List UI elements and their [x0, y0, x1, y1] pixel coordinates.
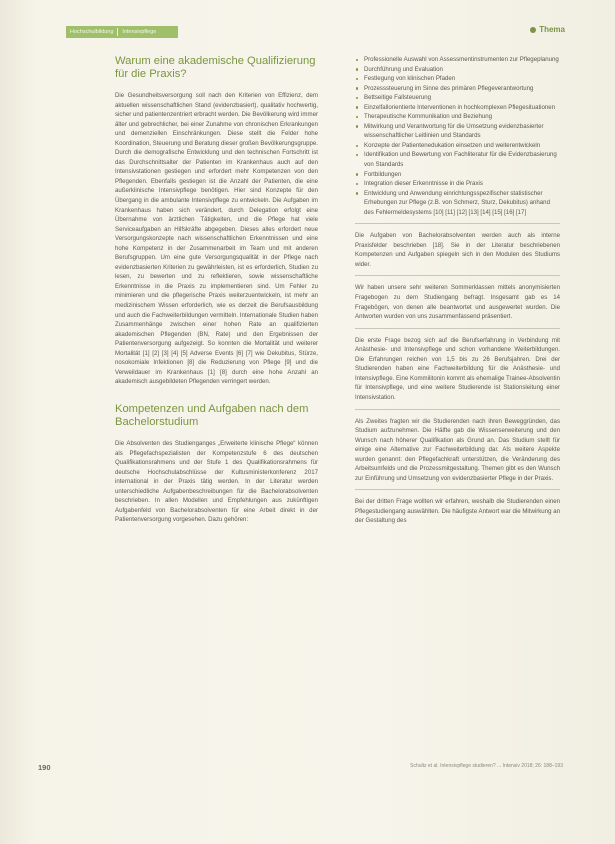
list-item: Durchführung und Evaluation	[355, 65, 560, 75]
heading-academic-qualification: Warum eine akademische Qualifizierung für die Praxis?	[115, 55, 316, 80]
list-item: Integration dieser Erkenntnisse in die Praxis	[355, 179, 560, 189]
theme-label: Thema	[539, 25, 565, 34]
list-item: Entwicklung und Anwendung einrichtungsspezifischer statistischer Erhebungen zur Pflege (z.B. von Schmerz, Sturz, Dekubitus) anhand des Fehlermeldesystems [10] [11] [12] [13] [14] [15] [16] [17]	[355, 189, 560, 218]
divider	[355, 223, 560, 224]
divider	[355, 275, 560, 276]
divider	[355, 328, 560, 329]
list-item: Fortbildungen	[355, 170, 560, 180]
list-item: Mitwirkung und Verantwortung für die Umsetzung evidenzbasierter wissenschaftlicher Leitlinien und Standards	[355, 122, 560, 141]
list-item: Festlegung von klinischen Pfaden	[355, 74, 560, 84]
heading-competencies: Kompetenzen und Aufgaben nach dem Bachelorstudium	[115, 402, 309, 428]
section-header-strip	[66, 26, 178, 38]
theme-marker	[530, 25, 565, 34]
paragraph-survey-intro: Wir haben unsere sehr weiteren Sommerklassen mittels anonymisierten Fragebogen zu dem Studiengang befragt. Insgesamt gab es 14 Fragebögen, von denen alle beantwortet und ausgewertet wurden. Die Antworten wurden von uns zusammenfassend präsentiert.	[355, 284, 560, 321]
subsection-label: Intensivpflege	[122, 29, 157, 35]
list-item: Therapeutische Kommunikation und Beziehung	[355, 112, 560, 122]
divider	[355, 409, 560, 410]
paragraph-competencies: Die Absolventen des Studienganges „Erweiterte klinische Pflege“ können als Pflegefachspezialisten der Kompetenzstufe 6 des deutschen Qualifikationsrahmens und der Stufe 1 des Qualifikationsrahmens für deutsche Hochschulabschlüsse der Kultusministerkonferenz 2017 international in der Praxis tätig werden. In der Literatur werden unterschiedliche Aufgabenbeschreibungen für die Bachelorabsolventen beschrieben. In allen Modellen und Empfehlungen aus zukünftigen Aufgabenfeld von Bachelorabsolventen für eine Arbeit direkt in der Patientenversorgung vorgesehen. Dazu gehören:	[115, 439, 318, 524]
list-item: Professionelle Auswahl von Assessmentinstrumenten zur Pflegeplanung	[355, 55, 560, 65]
citation-footer: Schultz et al. Intensivpflege studieren? ... Intensiv 2018; 26: 188–193	[410, 763, 563, 769]
left-column	[115, 55, 318, 525]
list-item: Prozesssteuerung im Sinne des primären Pflegeverantwortung	[355, 84, 560, 94]
list-item: Einzelfallorientierte Interventionen in hochkomplexen Pflegesituationen	[355, 103, 560, 113]
paragraph-tasks-summary: Die Aufgaben von Bachelorabsolventen werden auch als interne Praxisfelder beschrieben [18]. Sie in der Literatur beschriebenen Kompetenzen und Aufgaben spiegeln sich in den Modulen des Studiums wider.	[355, 232, 560, 268]
divider	[355, 489, 560, 490]
page-number: 190	[38, 763, 51, 772]
paragraph-academic-qualification: Die Gesundheitsversorgung soll nach den Kriterien von Effizienz, dem aktuellen wissenschaftlichen Stand (evidenzbasiert), qualitativ hochwertig, sicher und patientenzentriert erbracht werden. Die Bevölkerung wird immer älter und gebrechlicher, bei einer Zunahme von chronischen Erkrankungen und demenziellen Einschränkungen. Diese stellt die Felder hohe Koordination, Steuerung und Beratung dieser großen Bevölkerungsgruppe. Durch die demografische Entwicklung und den technischen Fortschritt ist das Durchschnittsalter der Patienten im Krankenhaus auch auf den Intensivstationen gestiegen und erfordert mehr Kompetenzen von den Pflegenden. Ebenfalls gestiegen ist die Anzahl der Patienten, die eine außerklinische Intensivpflege benötigen. Hier sind Konzepte für den Übergang in die ambulante Intensivpflege zu entwickeln. Die Aufgaben im Krankenhaus haben sich verändert, durch Delegation erfolgt eine Übernahme von ärztlichen Tätigkeiten, und die Pflege hat viele Serviceaufgaben an Hilfskräfte abgegeben. Dieses alles erfordert neue Versorgungskonzepte nach wissenschaftlichen Erkenntnissen und eine hohe Kompetenz in der Zusammenarbeit im Team und mit anderen Berufsgruppen. Um eine gute Versorgungsqualität in der Pflege nach evidenzbasierten Kriterien zu gewährleisten, ist es erforderlich, Studien zu lesen, zu bewerten und zu reflektieren, sowie wissenschaftliche Erkenntnisse in die Praxis zu implementieren sind. Um Fehler zu minimieren und die pflegerische Praxis weiterzuentwickeln, ist mehr an medizinischem Wissen erforderlich, wie es derzeit die Berufsausbildung und auch die Fachweiterbildungen vermitteln. Internationale Studien haben Zusammenhänge zwischen einer hohen Rate an qualifizierten akademischen Pflegenden (BN, Rate) und den Ergebnissen der Patientenversorgung aufgezeigt. So konnten die Mortalität und weiterer Mortalität [1] [2] [3] [4] [5] Adverse Events [6] [7] wie Dekubitus, Stürze, nosokomiale Infektionen [8] die Reduzierung von Pflege [9] und die Verweildauer im Krankenhaus [1] [8] durch eine hohe Anzahl an akademisch ausgebildeten Pflegenden verringert werden.	[115, 92, 318, 386]
paragraph-question-three: Bei der dritten Frage wollten wir erfahren, weshalb die Studierenden einen Pflegestudiengang auswählten. Die häufigste Antwort war die Mitwirkung an der Gestaltung des	[355, 498, 560, 525]
paragraph-question-two: Als Zweites fragten wir die Studierenden nach ihren Beweggründen, das Studium aufzunehmen. Die Hälfte gab die Wissenserweiterung und den Wunsch nach höherer Qualifikation als Grund an. Das Studium stellt für einige eine Alternative zur Fachweiterbildung dar. Als weitere Aspekte wurden genannt: den Pflegefachkraft unterstützen, die Veränderung des Arbeitsumfelds und die Prozessmitgestaltung. Themen gibt es den Wunsch zur Einführung und Umsetzung von evidenzbasierter Pflege in der Praxis.	[355, 417, 560, 482]
right-column	[355, 55, 560, 526]
list-item: Identifikation und Bewertung von Fachliteratur für die Evidenzbasierung von Standards	[355, 150, 560, 169]
list-item: Bettseitige Fallsteuerung	[355, 93, 560, 103]
paragraph-question-one: Die erste Frage bezog sich auf die Berufserfahrung in Verbindung mit Anästhesie- und Intensivpflege und schon vorhandene Weiterbildungen. Die Erfahrungen reichen von 1,5 bis zu 26 Berufsjahren. Drei der Studierenden haben eine Fachweiterbildung für die Anästhesie- und Intensivpflege. Eine Kommilitonin kommt als ehemalige Trainee-Absolventin für Intensivpflege, und eine weitere Studierende ist Stationsleitung einer Intensivstation.	[355, 336, 560, 401]
section-label: Hochschulbildung	[70, 29, 114, 35]
list-item: Konzepte der Patientenedukation einsetzen und weiterentwickeln	[355, 141, 560, 151]
theme-dot-icon	[530, 27, 536, 33]
task-list	[355, 55, 560, 217]
